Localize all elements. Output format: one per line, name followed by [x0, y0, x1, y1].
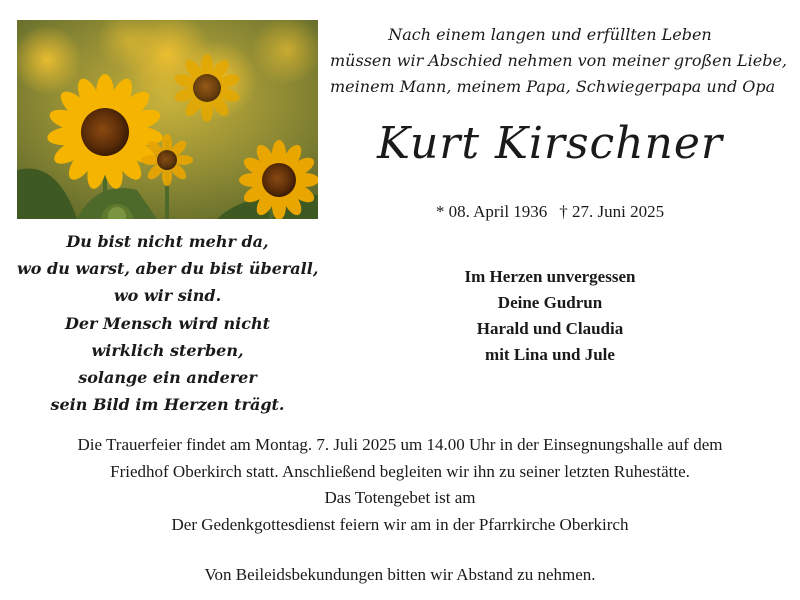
- sunflower-field-image: [17, 20, 318, 219]
- intro-line: meinem Mann, meinem Papa, Schwiegerpapa und Opa: [330, 77, 776, 96]
- poem-line: wo wir sind.: [113, 286, 222, 306]
- death-date: † 27. Juni 2025: [559, 202, 665, 221]
- intro-line: Nach einem langen und erfüllten Leben: [388, 25, 712, 44]
- family-line: Im Herzen unvergessen: [464, 267, 636, 286]
- intro-text: [330, 22, 788, 100]
- poem-line: sein Bild im Herzen trägt.: [50, 395, 285, 415]
- family-line: mit Lina und Jule: [485, 345, 615, 364]
- info-line: Das Totengebet ist am: [324, 488, 476, 507]
- poem-line: wirklich sterben,: [91, 340, 244, 360]
- info-line: Der Gedenkgottesdienst feiern wir am in der Pfarrkirche Oberkirch: [171, 514, 629, 534]
- family-line: Deine Gudrun: [497, 293, 603, 312]
- deceased-name: Kurt Kirschner: [377, 118, 723, 169]
- poem-line: wo du warst, aber du bist überall,: [17, 259, 319, 279]
- poem-line: solange ein anderer: [78, 368, 257, 388]
- intro-line: müssen wir Abschied nehmen von meiner großen Liebe,: [330, 51, 788, 70]
- family-signature: [330, 264, 770, 368]
- sunflower-photo: [17, 20, 318, 219]
- poem-line: Du bist nicht mehr da,: [66, 232, 269, 251]
- family-line: Harald und Claudia: [476, 319, 624, 338]
- info-line: Friedhof Oberkirch statt. Anschließend begleiten wir ihn zu seiner letzten Ruhestätte.: [110, 461, 690, 481]
- poem-line: Der Mensch wird nicht: [64, 313, 271, 333]
- birth-date: * 08. April 1936: [435, 202, 548, 221]
- ceremony-info: [20, 432, 780, 538]
- info-line: Die Trauerfeier findet am Montag. 7. Juli 2025 um 14.00 Uhr in der Einsegnungshalle auf dem: [77, 435, 723, 454]
- memorial-poem: [17, 228, 318, 418]
- life-dates: [330, 200, 770, 224]
- closing-note: Von Beileidsbekundungen bitten wir Abstand zu nehmen.: [204, 565, 596, 584]
